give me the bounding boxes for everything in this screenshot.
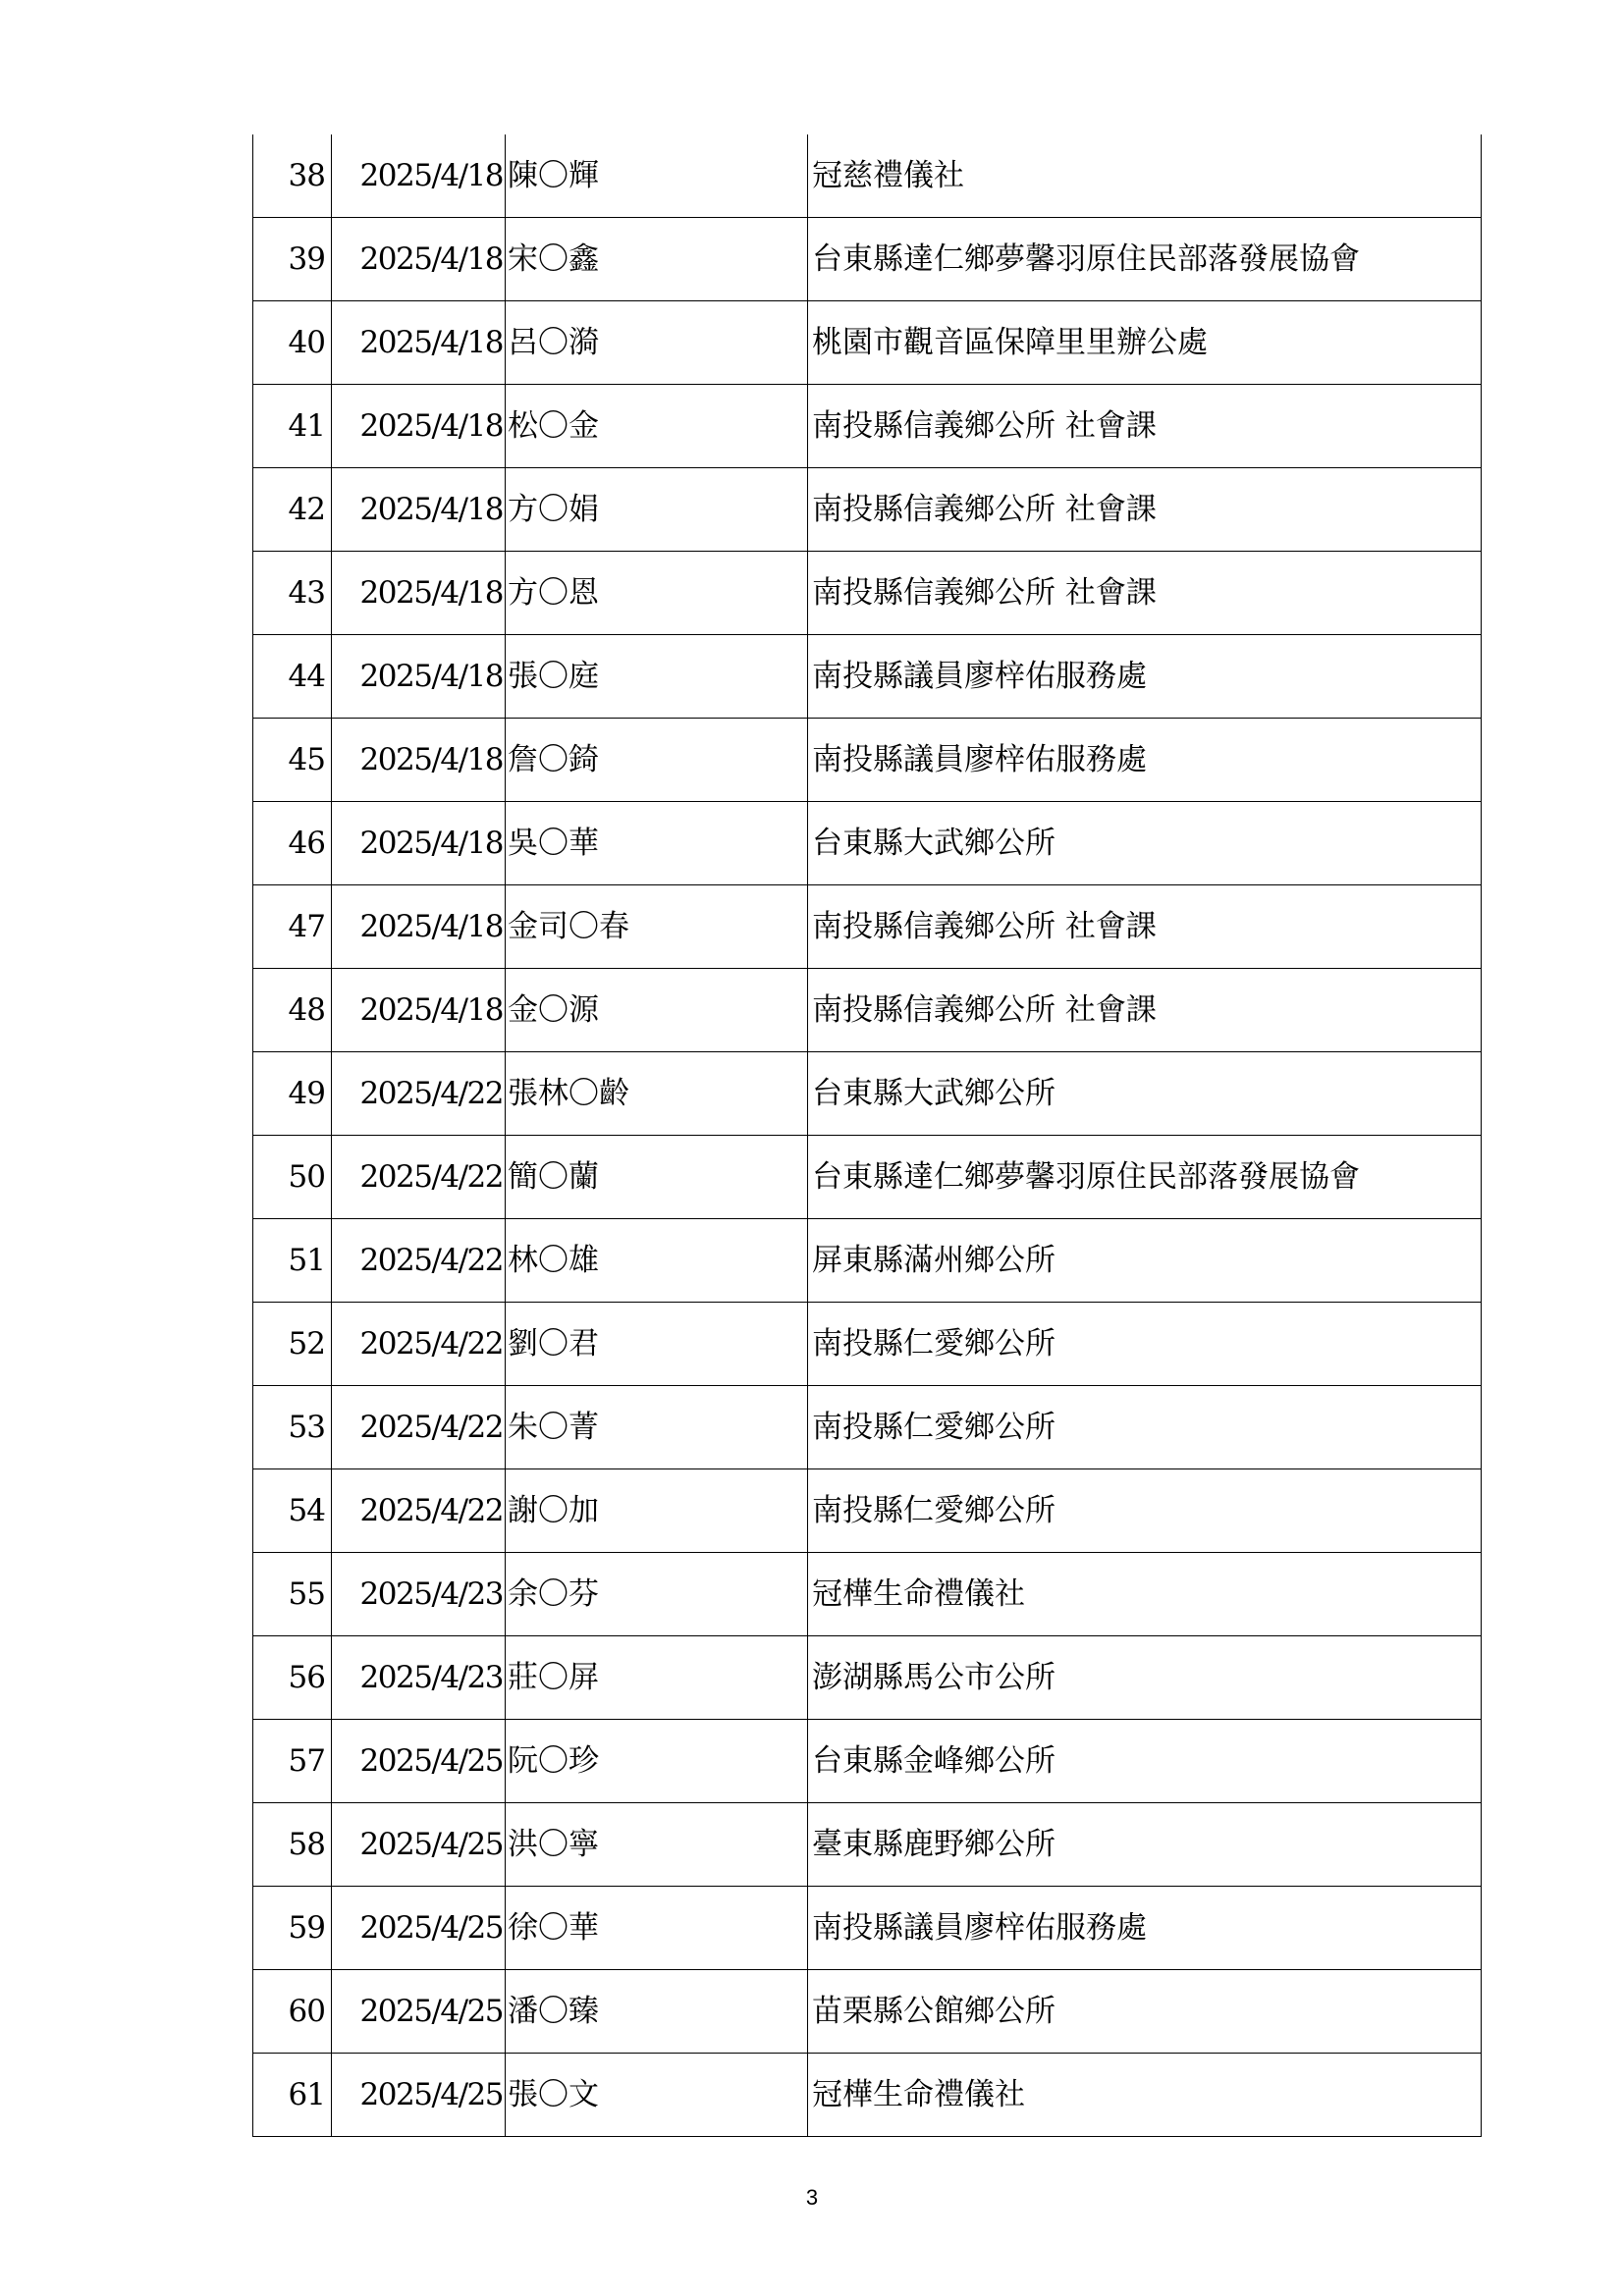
organization-cell: 台東縣達仁鄉夢馨羽原住民部落發展協會 [808, 1136, 1482, 1219]
row-number-cell: 54 [253, 1469, 332, 1553]
name-cell: 金〇源 [506, 969, 808, 1052]
roster-table-body [253, 134, 1482, 2137]
date-cell: 2025/4/18 [332, 385, 506, 468]
organization-cell: 冠樺生命禮儀社 [808, 1553, 1482, 1636]
date-cell: 2025/4/18 [332, 635, 506, 719]
table-row [253, 385, 1482, 468]
table-row [253, 1219, 1482, 1303]
table-row [253, 301, 1482, 385]
organization-cell: 南投縣信義鄉公所 社會課 [808, 969, 1482, 1052]
date-cell: 2025/4/22 [332, 1469, 506, 1553]
name-cell: 劉〇君 [506, 1303, 808, 1386]
organization-cell: 南投縣仁愛鄉公所 [808, 1386, 1482, 1469]
table-row [253, 719, 1482, 802]
name-cell: 方〇娟 [506, 468, 808, 552]
row-number-cell: 45 [253, 719, 332, 802]
name-cell: 朱〇菁 [506, 1386, 808, 1469]
date-cell: 2025/4/18 [332, 468, 506, 552]
name-cell: 林〇雄 [506, 1219, 808, 1303]
name-cell: 徐〇華 [506, 1887, 808, 1970]
name-cell: 金司〇春 [506, 885, 808, 969]
date-cell: 2025/4/18 [332, 552, 506, 635]
row-number-cell: 61 [253, 2054, 332, 2137]
table-row [253, 635, 1482, 719]
row-number-cell: 46 [253, 802, 332, 885]
organization-cell: 南投縣議員廖梓佑服務處 [808, 719, 1482, 802]
table-row [253, 1887, 1482, 1970]
table-row [253, 1636, 1482, 1720]
organization-cell: 臺東縣鹿野鄉公所 [808, 1803, 1482, 1887]
table-row [253, 1803, 1482, 1887]
table-row [253, 1970, 1482, 2054]
name-cell: 張〇庭 [506, 635, 808, 719]
table-row [253, 1386, 1482, 1469]
name-cell: 方〇恩 [506, 552, 808, 635]
organization-cell: 冠慈禮儀社 [808, 134, 1482, 218]
name-cell: 簡〇蘭 [506, 1136, 808, 1219]
row-number-cell: 39 [253, 218, 332, 301]
organization-cell: 南投縣議員廖梓佑服務處 [808, 1887, 1482, 1970]
table-row [253, 885, 1482, 969]
name-cell: 吳〇華 [506, 802, 808, 885]
organization-cell: 南投縣信義鄉公所 社會課 [808, 385, 1482, 468]
name-cell: 呂〇漪 [506, 301, 808, 385]
row-number-cell: 55 [253, 1553, 332, 1636]
row-number-cell: 42 [253, 468, 332, 552]
organization-cell: 南投縣信義鄉公所 社會課 [808, 468, 1482, 552]
table-row [253, 1052, 1482, 1136]
date-cell: 2025/4/22 [332, 1303, 506, 1386]
date-cell: 2025/4/18 [332, 218, 506, 301]
row-number-cell: 48 [253, 969, 332, 1052]
name-cell: 潘〇臻 [506, 1970, 808, 2054]
organization-cell: 台東縣大武鄉公所 [808, 802, 1482, 885]
table-row [253, 1469, 1482, 1553]
date-cell: 2025/4/25 [332, 1887, 506, 1970]
table-row [253, 1303, 1482, 1386]
organization-cell: 台東縣金峰鄉公所 [808, 1720, 1482, 1803]
organization-cell: 屏東縣滿州鄉公所 [808, 1219, 1482, 1303]
name-cell: 詹〇錡 [506, 719, 808, 802]
date-cell: 2025/4/25 [332, 1720, 506, 1803]
date-cell: 2025/4/18 [332, 301, 506, 385]
name-cell: 陳〇輝 [506, 134, 808, 218]
organization-cell: 苗栗縣公館鄉公所 [808, 1970, 1482, 2054]
date-cell: 2025/4/18 [332, 134, 506, 218]
organization-cell: 桃園市觀音區保障里里辦公處 [808, 301, 1482, 385]
page-number: 3 [805, 2185, 819, 2210]
organization-cell: 南投縣仁愛鄉公所 [808, 1469, 1482, 1553]
name-cell: 張林〇齡 [506, 1052, 808, 1136]
row-number-cell: 58 [253, 1803, 332, 1887]
row-number-cell: 47 [253, 885, 332, 969]
date-cell: 2025/4/22 [332, 1136, 506, 1219]
name-cell: 宋〇鑫 [506, 218, 808, 301]
date-cell: 2025/4/25 [332, 1970, 506, 2054]
name-cell: 余〇芬 [506, 1553, 808, 1636]
roster-table [252, 134, 1482, 2137]
date-cell: 2025/4/18 [332, 802, 506, 885]
date-cell: 2025/4/23 [332, 1636, 506, 1720]
date-cell: 2025/4/22 [332, 1052, 506, 1136]
row-number-cell: 59 [253, 1887, 332, 1970]
name-cell: 洪〇寧 [506, 1803, 808, 1887]
organization-cell: 台東縣達仁鄉夢馨羽原住民部落發展協會 [808, 218, 1482, 301]
date-cell: 2025/4/22 [332, 1386, 506, 1469]
name-cell: 莊〇屏 [506, 1636, 808, 1720]
row-number-cell: 41 [253, 385, 332, 468]
date-cell: 2025/4/25 [332, 2054, 506, 2137]
organization-cell: 台東縣大武鄉公所 [808, 1052, 1482, 1136]
row-number-cell: 60 [253, 1970, 332, 2054]
row-number-cell: 56 [253, 1636, 332, 1720]
name-cell: 張〇文 [506, 2054, 808, 2137]
date-cell: 2025/4/18 [332, 885, 506, 969]
table-row [253, 468, 1482, 552]
table-row [253, 1720, 1482, 1803]
table-row [253, 802, 1482, 885]
name-cell: 松〇金 [506, 385, 808, 468]
table-row [253, 552, 1482, 635]
organization-cell: 南投縣仁愛鄉公所 [808, 1303, 1482, 1386]
row-number-cell: 43 [253, 552, 332, 635]
organization-cell: 南投縣信義鄉公所 社會課 [808, 552, 1482, 635]
table-row [253, 218, 1482, 301]
row-number-cell: 44 [253, 635, 332, 719]
organization-cell: 南投縣信義鄉公所 社會課 [808, 885, 1482, 969]
date-cell: 2025/4/18 [332, 969, 506, 1052]
date-cell: 2025/4/18 [332, 719, 506, 802]
row-number-cell: 57 [253, 1720, 332, 1803]
row-number-cell: 53 [253, 1386, 332, 1469]
row-number-cell: 51 [253, 1219, 332, 1303]
organization-cell: 澎湖縣馬公市公所 [808, 1636, 1482, 1720]
table-row [253, 1136, 1482, 1219]
date-cell: 2025/4/25 [332, 1803, 506, 1887]
organization-cell: 冠樺生命禮儀社 [808, 2054, 1482, 2137]
date-cell: 2025/4/23 [332, 1553, 506, 1636]
table-row [253, 134, 1482, 218]
table-row [253, 2054, 1482, 2137]
date-cell: 2025/4/22 [332, 1219, 506, 1303]
row-number-cell: 52 [253, 1303, 332, 1386]
name-cell: 謝〇加 [506, 1469, 808, 1553]
table-row [253, 969, 1482, 1052]
table-row [253, 1553, 1482, 1636]
row-number-cell: 50 [253, 1136, 332, 1219]
row-number-cell: 38 [253, 134, 332, 218]
row-number-cell: 40 [253, 301, 332, 385]
organization-cell: 南投縣議員廖梓佑服務處 [808, 635, 1482, 719]
row-number-cell: 49 [253, 1052, 332, 1136]
name-cell: 阮〇珍 [506, 1720, 808, 1803]
